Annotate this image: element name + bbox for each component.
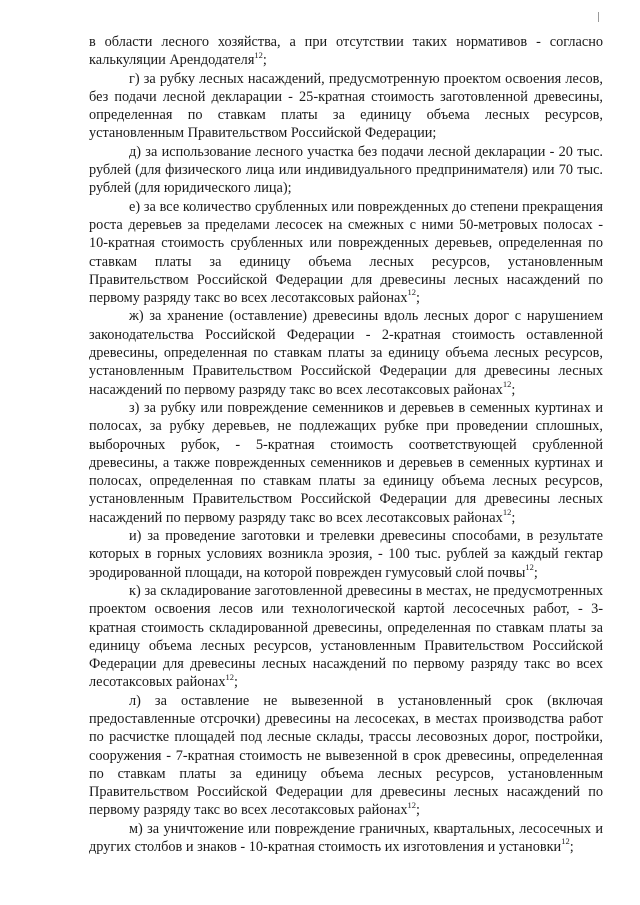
paragraph-text: л) за оставление не вывезенной в установленный срок (включая предоставленные отсрочки) древесины на лесосеках, в местах производства работ по расчистке площадей под лесные склады, трассы лесовозных дорог, постройки, сооружения - 7-кратная стоимость не вывезенной в срок древесины, определенная по ставкам платы за единицу объема лесных ресурсов, установленным Правительством Российской Федерации для древесины лесных насаждений по первому разряду такс во всех лесотаксовых районах <box>89 692 603 819</box>
footnote-ref[interactable]: 12 <box>254 49 263 60</box>
paragraph-item-d <box>89 143 603 198</box>
paragraph-item-z <box>89 399 603 527</box>
footnote-ref[interactable]: 12 <box>407 799 417 810</box>
paragraph-text: г) за рубку лесных насаждений, предусмотренную проектом освоения лесов, без подачи лесной декларации - 25-кратная стоимость заготовленной древесины, определенная по ставкам платы за единицу объема лесных ресурсов, установленным Правительством Российской Федерации; <box>89 70 603 142</box>
paragraph-text: д) за использование лесного участка без подачи лесной декларации - 20 тыс. рублей (для физического лица или индивидуального предпринимателя) или 70 тыс. рублей (для юридического лица); <box>89 143 603 197</box>
paragraph-continuation <box>89 33 603 70</box>
paragraph-text: е) за все количество срубленных или поврежденных до степени прекращения роста деревьев за пределами лесосек на смежных с ними 50-метровых полосах - 10-кратная стоимость срубленных или поврежденных деревьев, определенная по ставкам платы за единицу объема лесных ресурсов, установленным Правительством Российской Федерации для древесины лесных насаждений по первому разряду такс во всех лесотаксовых районах <box>89 198 603 307</box>
paragraph-item-m <box>89 820 603 857</box>
paragraph-tail: ; <box>234 674 238 691</box>
paragraph-text: к) за складирование заготовленной древесины в местах, не предусмотренных проектом освоения лесов или технологической картой лесосечных работ, - 3-кратная стоимость складированной древесины, определенная по ставкам платы за единицу объема лесных ресурсов, установленным Правительством Российской Федерации для древесины лесных насаждений по первому разряду такс во всех лесотаксовых районах <box>89 582 603 691</box>
paragraph-tail: ; <box>569 839 574 856</box>
scan-edge-mark <box>598 12 599 22</box>
paragraph-item-zh <box>89 307 603 398</box>
document-page <box>89 33 603 856</box>
paragraph-tail: ; <box>533 564 538 581</box>
paragraph-tail: ; <box>416 802 421 819</box>
paragraph-tail: ; <box>511 381 516 398</box>
paragraph-text: и) за проведение заготовки и трелевки древесины способами, в результате которых в горных условиях возникла эрозия, - 100 тыс. рублей за каждый гектар эродированной площади, на которой поврежден гумусовый слой почвы <box>89 528 603 581</box>
paragraph-tail: ; <box>511 509 516 526</box>
paragraph-item-i <box>89 527 603 582</box>
paragraph-text: м) за уничтожение или повреждение граничных, квартальных, лесосечных и других столбов и знаков - 10-кратная стоимость их изготовления и установки <box>89 820 603 856</box>
paragraph-tail: ; <box>416 290 421 307</box>
paragraph-text: в области лесного хозяйства, а при отсутствии таких нормативов - согласно калькуляции Арендодателя <box>89 34 603 69</box>
footnote-ref[interactable]: 12 <box>407 287 417 298</box>
footnote-ref[interactable]: 12 <box>561 836 570 847</box>
paragraph-tail: ; <box>262 52 267 69</box>
footnote-ref[interactable]: 12 <box>225 671 235 682</box>
paragraph-item-g <box>89 70 603 143</box>
paragraph-item-k <box>89 582 603 692</box>
footnote-ref[interactable]: 12 <box>502 378 512 389</box>
paragraph-item-e <box>89 198 603 308</box>
footnote-ref[interactable]: 12 <box>502 506 512 517</box>
paragraph-text: ж) за хранение (оставление) древесины вдоль лесных дорог с нарушением законодательства Российской Федерации - 2-кратная стоимость оставленной древесины, определенная по ставкам платы за единицу объема лесных ресурсов, установленным Правительством Российской Федерации для древесины лесных насаждений по первому разряду такс во всех лесотаксовых районах <box>89 308 603 398</box>
paragraph-text: з) за рубку или повреждение семенников и деревьев в семенных куртинах и полосах, за рубку деревьев, не подлежащих рубке при проведении сплошных, выборочных рубок, - 5-кратная стоимость соответствующей срубленной древесины, а также поврежденных семенников и деревьев в семенных куртинах и полосах, определенная по ставкам платы за единицу объема лесных ресурсов, установленным Правительством Российской Федерации для древесины лесных насаждений по первому разряду такс во всех лесотаксовых районах <box>89 399 603 526</box>
footnote-ref[interactable]: 12 <box>525 561 534 572</box>
paragraph-item-l <box>89 692 603 820</box>
